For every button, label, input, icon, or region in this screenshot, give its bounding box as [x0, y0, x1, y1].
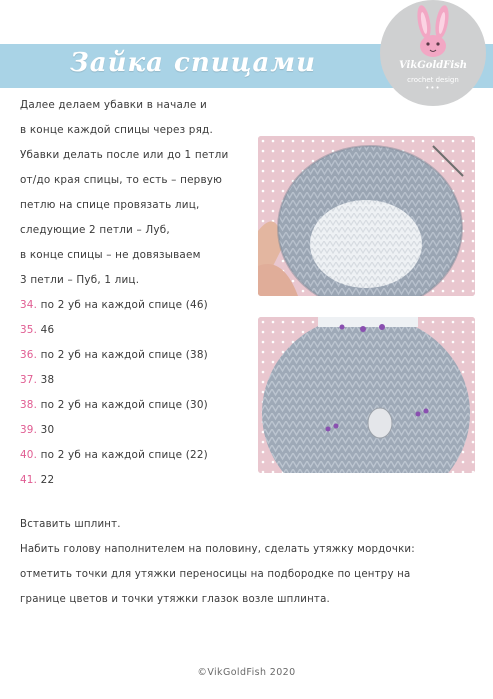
row-instruction — [20, 418, 250, 443]
instruction-line: Вставить шплинт. — [20, 519, 121, 530]
bunny-icon — [380, 0, 486, 60]
instruction-text — [20, 93, 250, 493]
row-text: по 2 уб на каждой спице (30) — [40, 399, 208, 411]
row-number: 40. — [20, 449, 38, 461]
row-number: 36. — [20, 349, 38, 361]
knitted-head-bottom-photo — [258, 136, 475, 296]
row-instruction — [20, 368, 250, 393]
row-instruction — [20, 443, 250, 468]
knitted-head-side-photo — [258, 317, 475, 473]
row-text: по 2 уб на каждой спице (22) — [40, 449, 208, 461]
row-number: 39. — [20, 424, 38, 436]
instruction-line: от/до края спицы, то есть – первую — [20, 174, 223, 186]
row-text: по 2 уб на каждой спице (46) — [40, 299, 208, 311]
brand-logo — [380, 0, 486, 106]
row-text: 30 — [40, 424, 55, 436]
row-text: 22 — [40, 474, 55, 486]
instruction-line: в конце спицы – не довязываем — [20, 249, 201, 261]
row-instruction — [20, 468, 250, 493]
instruction-line: Набить голову наполнителем на половину, сделать утяжку мордочки: — [20, 544, 415, 555]
instruction-line: 3 петли – Пуб, 1 лиц. — [20, 274, 140, 286]
row-instruction — [20, 293, 250, 318]
instruction-line: следующие 2 петли – Луб, — [20, 224, 170, 236]
row-text: 38 — [40, 374, 55, 386]
instruction-line: петлю на спице провязать лиц, — [20, 199, 200, 211]
page-title: Зайка спицами — [70, 48, 316, 78]
row-number: 35. — [20, 324, 38, 336]
copyright-footer: ©VikGoldFish 2020 — [197, 667, 296, 678]
row-number: 34. — [20, 299, 38, 311]
logo-subtitle: crochet design — [407, 76, 459, 84]
instruction-line: отметить точки для утяжки переносицы на подбородке по центру на — [20, 569, 411, 580]
row-number: 41. — [20, 474, 38, 486]
logo-dots: ••• — [425, 84, 441, 92]
instruction-line: Далее делаем убавки в начале и — [20, 99, 207, 111]
row-number: 38. — [20, 399, 38, 411]
row-number: 37. — [20, 374, 38, 386]
row-instruction — [20, 318, 250, 343]
instruction-line: в конце каждой спицы через ряд. — [20, 124, 213, 136]
after-instructions — [20, 512, 480, 612]
row-instruction — [20, 343, 250, 368]
row-instruction — [20, 393, 250, 418]
logo-brand-text: VikGoldFish — [398, 60, 468, 71]
instruction-line: Убавки делать после или до 1 петли — [20, 149, 229, 161]
instruction-line: границе цветов и точки утяжки глазок возле шплинта. — [20, 594, 330, 605]
row-text: по 2 уб на каждой спице (38) — [40, 349, 208, 361]
row-text: 46 — [40, 324, 55, 336]
